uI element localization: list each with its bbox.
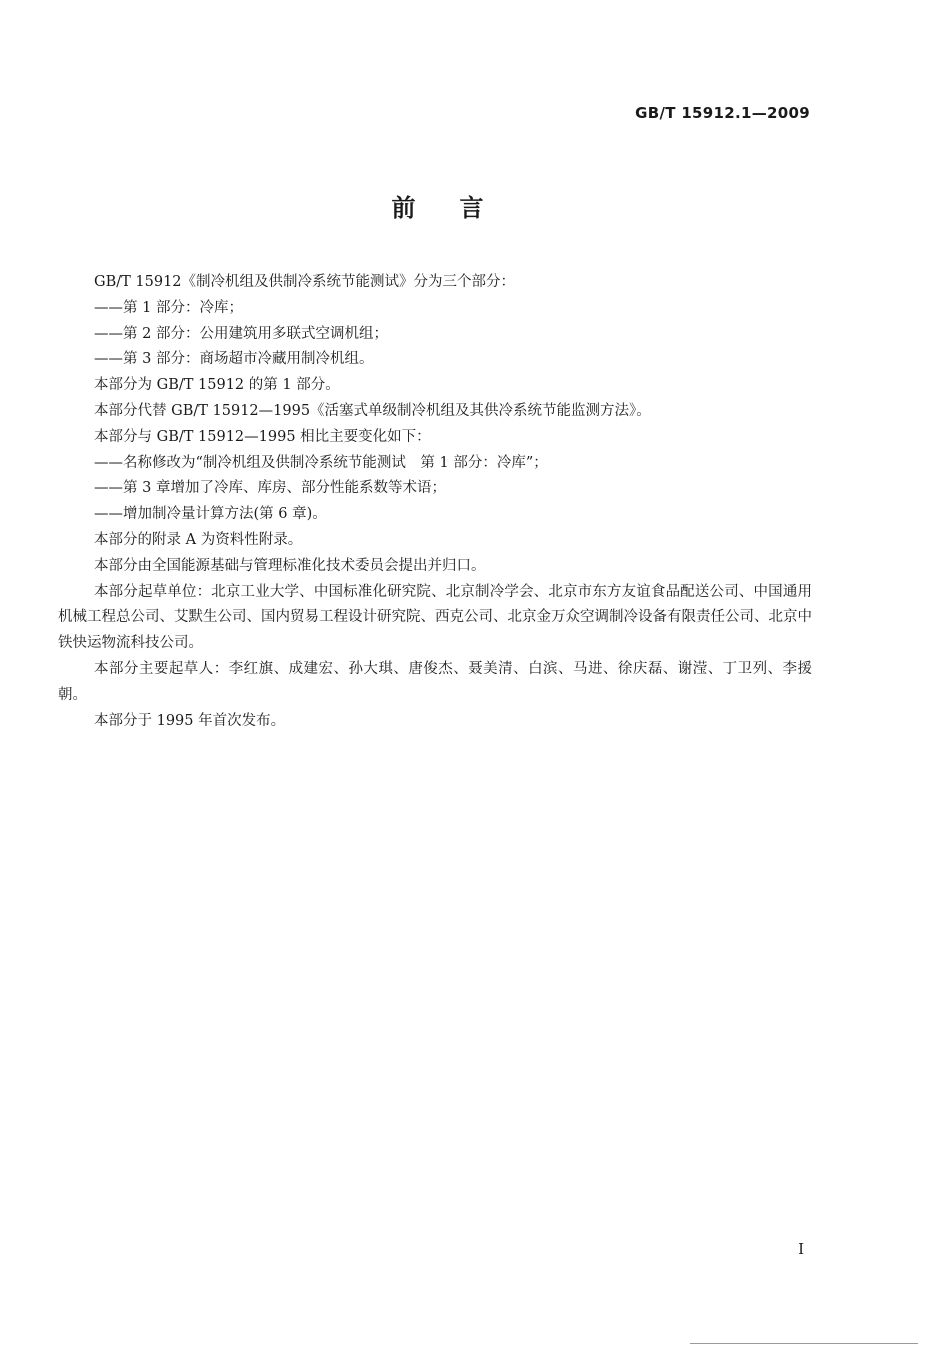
paragraph: 本部分由全国能源基础与管理标准化技术委员会提出并归口。 <box>94 557 486 574</box>
bottom-rule <box>690 1343 918 1344</box>
paragraph: 本部分代替 GB/T 15912—1995《活塞式单级制冷机组及其供冷系统节能监测方法》。 <box>94 402 651 419</box>
paragraph: 本部分的附录 A 为资料性附录。 <box>94 531 303 548</box>
list-item: ——第 3 部分：商场超市冷藏用制冷机组。 <box>94 351 374 368</box>
list-item: ——名称修改为“制冷机组及供制冷系统节能测试 第 1 部分：冷库”； <box>94 454 548 471</box>
standard-code: GB/T 15912.1—2009 <box>635 104 810 122</box>
drafters: 本部分主要起草人：李红旗、成建宏、孙大琪、唐俊杰、聂美清、白滨、马进、徐庆磊、谢滢、丁卫列、李援朝。 <box>58 660 812 703</box>
page-title: 前言 <box>391 194 528 222</box>
list-item: ——第 2 部分：公用建筑用多联式空调机组； <box>94 325 388 342</box>
page-number: I <box>798 1240 804 1258</box>
list-item: ——增加制冷量计算方法(第 6 章)。 <box>94 506 327 523</box>
paragraph: 本部分为 GB/T 15912 的第 1 部分。 <box>94 377 340 394</box>
paragraph: GB/T 15912《制冷机组及供制冷系统节能测试》分为三个部分： <box>94 274 516 290</box>
drafting-units: 本部分起草单位：北京工业大学、中国标准化研究院、北京制冷学会、北京市东方友谊食品配送公司、中国通用机械工程总公司、艾默生公司、国内贸易工程设计研究院、西克公司、北京金万众空调制冷设备有限责任公司、北京中铁快运物流科技公司。 <box>58 583 812 652</box>
paragraph: 本部分与 GB/T 15912—1995 相比主要变化如下： <box>94 428 431 445</box>
list-item: ——第 1 部分：冷库； <box>94 299 243 316</box>
paragraph: 本部分于 1995 年首次发布。 <box>94 712 286 729</box>
foreword-body <box>58 270 812 734</box>
list-item: ——第 3 章增加了冷库、库房、部分性能系数等术语； <box>94 480 446 497</box>
